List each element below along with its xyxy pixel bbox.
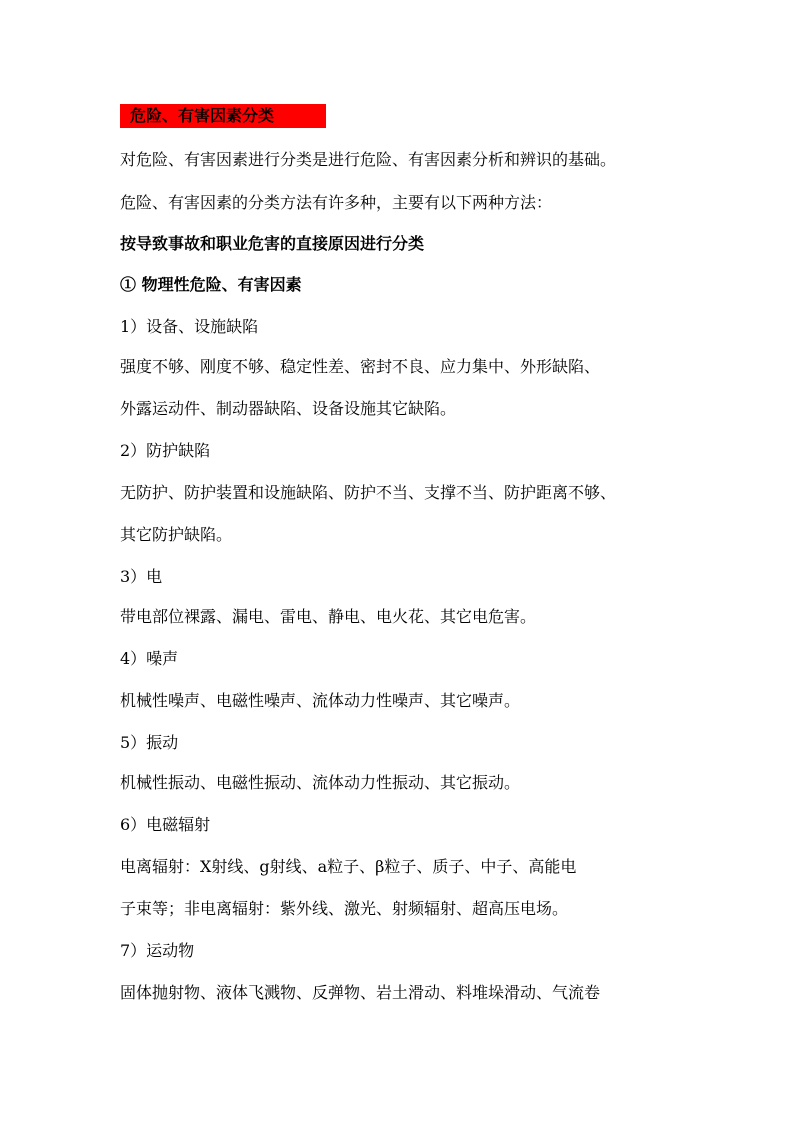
item-text-moving-objects: 固体抛射物、液体飞溅物、反弹物、岩土滑动、料堆垛滑动、气流卷	[120, 983, 601, 1002]
section-title: 危险、有害因素分类	[130, 106, 275, 125]
item-label-equipment: 1）设备、设施缺陷	[120, 317, 259, 336]
item-label-radiation: 6）电磁辐射	[120, 815, 211, 834]
item-text-electric: 带电部位裸露、漏电、雷电、静电、电火花、其它电危害。	[120, 607, 537, 626]
item-label-noise: 4）噪声	[120, 649, 179, 668]
item-text-noise: 机械性噪声、电磁性噪声、流体动力性噪声、其它噪声。	[120, 691, 521, 710]
item-text-radiation-2: 子束等；非电离辐射：紫外线、激光、射频辐射、超高压电场。	[120, 899, 569, 918]
item-text-protection-2: 其它防护缺陷。	[120, 525, 233, 544]
item-label-protection: 2）防护缺陷	[120, 441, 211, 460]
item-text-radiation-1: 电离辐射：Χ射线、g射线、a粒子、β粒子、质子、中子、高能电	[120, 857, 577, 876]
item-text-protection-1: 无防护、防护装置和设施缺陷、防护不当、支撑不当、防护距离不够、	[120, 483, 617, 502]
item-label-electric: 3）电	[120, 567, 163, 586]
methods-paragraph: 危险、有害因素的分类方法有许多种，主要有以下两种方法：	[120, 193, 553, 212]
classification-heading: 按导致事故和职业危害的直接原因进行分类	[120, 234, 425, 253]
item-text-vibration: 机械性振动、电磁性振动、流体动力性振动、其它振动。	[120, 773, 521, 792]
item-text-equipment-1: 强度不够、刚度不够、稳定性差、密封不良、应力集中、外形缺陷、	[120, 357, 601, 376]
item-text-equipment-2: 外露运动件、制动器缺陷、设备设施其它缺陷。	[120, 399, 457, 418]
item-label-vibration: 5）振动	[120, 733, 179, 752]
item-label-moving-objects: 7）运动物	[120, 941, 195, 960]
intro-paragraph: 对危险、有害因素进行分类是进行危险、有害因素分析和辨识的基础。	[120, 150, 617, 169]
physical-factors-heading: ① 物理性危险、有害因素	[120, 275, 302, 294]
